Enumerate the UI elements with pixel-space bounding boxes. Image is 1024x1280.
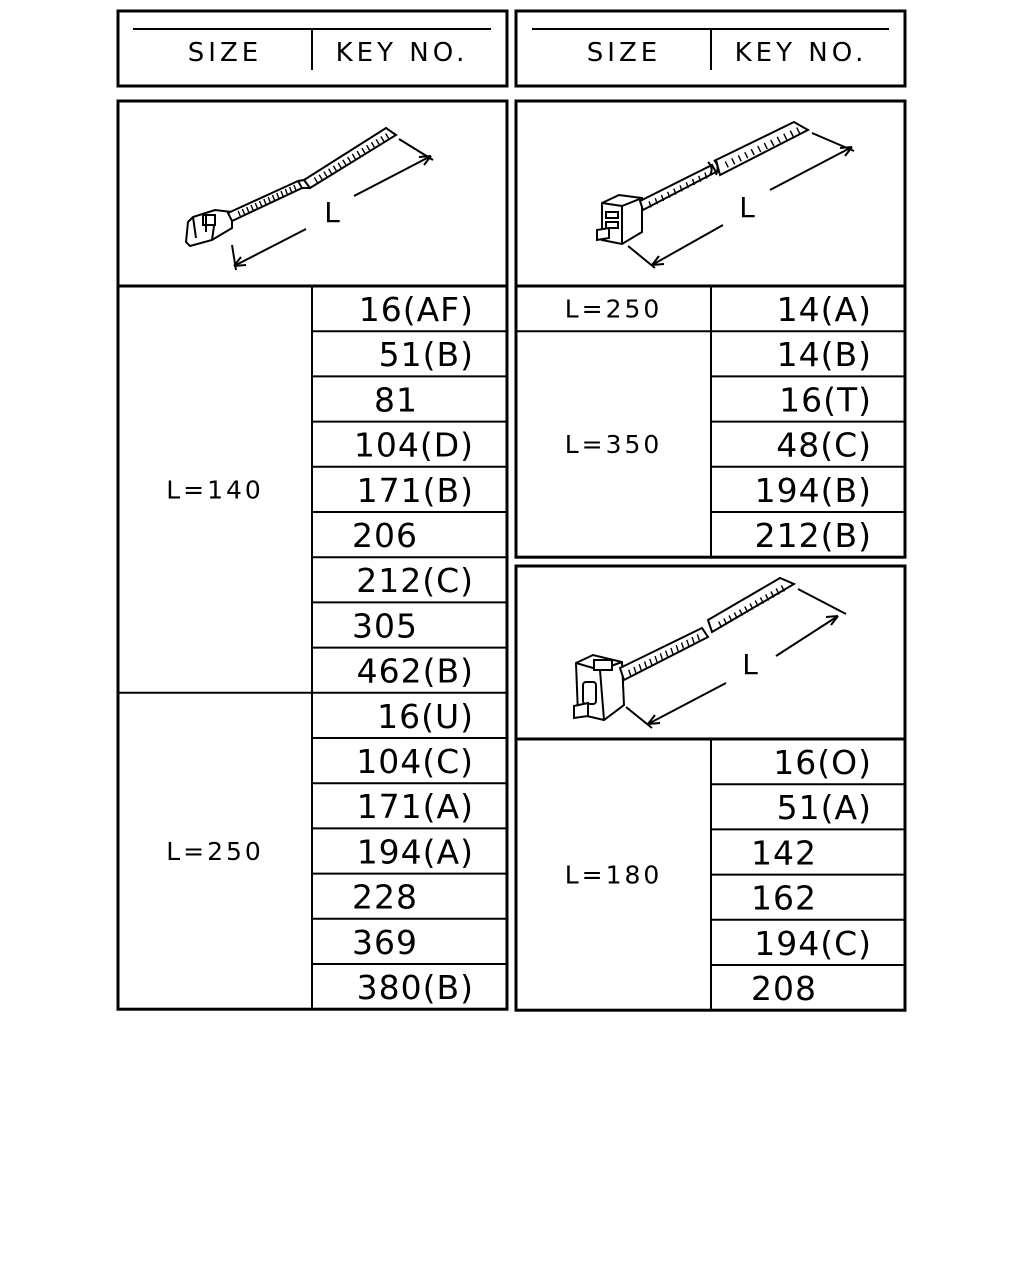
cable-tie-clip-illustration [516, 101, 905, 286]
cable-tie-standard-illustration [118, 101, 507, 286]
key-no-cell: 16(T) [779, 380, 872, 420]
cable-tie-clip-icon [597, 122, 808, 244]
key-no-cell: 51(B) [378, 335, 474, 375]
key-no-cell: 380(B) [356, 968, 474, 1007]
key-no-cell: 171(A) [356, 787, 474, 827]
key-no-cell: 194(A) [356, 832, 474, 872]
left-size-table [118, 286, 507, 1009]
key-no-header: KEY NO. [335, 38, 469, 68]
cable-tie-icon [186, 128, 396, 246]
size-header: SIZE [586, 38, 662, 68]
key-no-cell: 104(C) [356, 742, 474, 781]
key-no-cell: 48(C) [776, 425, 872, 465]
key-no-cell: 194(B) [754, 470, 872, 510]
size-cell: L=350 [564, 430, 663, 460]
right-bottom-size-table [516, 739, 905, 1010]
key-no-cell: 462(B) [356, 651, 474, 691]
key-no-cell: 305 [352, 606, 418, 646]
dimension-label: L [739, 191, 755, 224]
key-no-cell: 16(O) [773, 743, 872, 782]
cable-tie-mount-illustration [516, 566, 905, 739]
key-no-cell: 16(AF) [358, 290, 474, 329]
size-cell: L=250 [564, 294, 663, 324]
key-no-cell: 171(B) [356, 470, 474, 510]
key-no-cell: 51(A) [776, 788, 872, 828]
key-no-cell: 14(B) [776, 335, 872, 375]
size-cell: L=140 [166, 475, 264, 505]
key-no-cell: 212(C) [356, 561, 474, 601]
key-no-cell: 194(C) [754, 923, 872, 963]
header-left [118, 11, 507, 86]
key-no-cell: 104(D) [353, 425, 474, 465]
size-cell: L=250 [166, 837, 264, 866]
key-no-cell: 14(A) [776, 290, 872, 329]
key-no-cell: 228 [352, 877, 418, 917]
key-no-cell: 212(B) [754, 516, 872, 555]
key-no-cell: 16(U) [377, 696, 474, 736]
key-no-cell: 81 [374, 380, 418, 420]
size-cell: L=180 [564, 860, 663, 890]
key-no-cell: 142 [751, 833, 817, 873]
dimension-label: L [742, 648, 758, 681]
key-no-cell: 369 [352, 922, 418, 962]
size-header: SIZE [187, 38, 263, 68]
key-no-cell: 162 [751, 878, 817, 918]
key-no-cell: 206 [352, 516, 418, 555]
right-top-size-table [516, 286, 905, 557]
header-right [516, 11, 905, 86]
dimension-label: L [324, 196, 340, 229]
key-no-cell: 208 [751, 969, 817, 1008]
key-no-header: KEY NO. [734, 38, 868, 68]
